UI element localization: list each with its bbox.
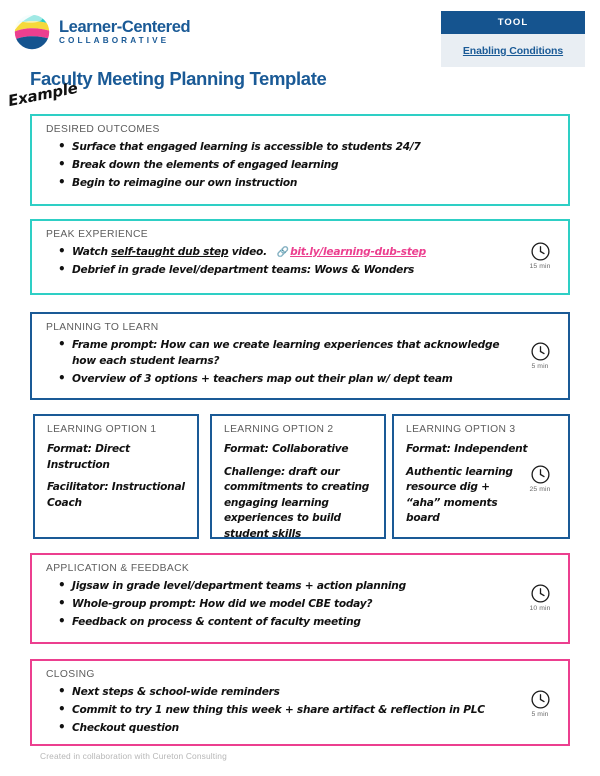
- duration-text: 10 min: [529, 605, 551, 612]
- example-stamp: Example: [6, 78, 80, 110]
- bullet-list: [46, 338, 554, 387]
- learner-centered-sphere-logo-icon: [12, 12, 52, 52]
- option-format: Format: Direct Instruction: [47, 443, 130, 471]
- bullet-list: [46, 140, 554, 192]
- list-item: • Checkout question: [72, 721, 554, 737]
- list-item: [72, 245, 554, 261]
- peak-item1-pre: Watch: [72, 246, 112, 258]
- option-detail: Challenge: draft our commitments to creating engaging learning experiences to build student skills: [224, 465, 370, 540]
- section-learning-option-3: [392, 414, 570, 539]
- duration-badge: [518, 689, 562, 718]
- tool-badge-body[interactable]: [441, 34, 585, 67]
- clock-icon: [530, 241, 551, 262]
- peak-item1-post: video.: [228, 246, 267, 258]
- tool-badge: [441, 11, 585, 67]
- list-item: • Jigsaw in grade level/department teams + action planning: [72, 579, 554, 595]
- section-application-feedback: [30, 553, 570, 644]
- duration-badge: [518, 583, 562, 612]
- section-learning-option-1: [33, 414, 199, 539]
- link-chain-icon: 🔗: [276, 247, 290, 258]
- brand-name-secondary: COLLABORATIVE: [59, 36, 170, 46]
- external-link[interactable]: bit.ly/learning-dub-step: [290, 246, 426, 258]
- clock-icon: [530, 583, 551, 604]
- section-planning-to-learn: [30, 312, 570, 400]
- section-closing: [30, 659, 570, 746]
- brand-name-primary: Learner-Centered: [59, 17, 191, 36]
- section-label: PLANNING TO LEARN: [46, 322, 159, 333]
- clock-icon: [530, 341, 551, 362]
- bullet-list: [46, 685, 554, 737]
- duration-badge: [518, 464, 562, 493]
- section-desired-outcomes: [30, 114, 570, 206]
- duration-badge: [518, 241, 562, 270]
- section-label: APPLICATION & FEEDBACK: [46, 563, 190, 574]
- brand-logo: [12, 12, 190, 52]
- duration-text: 5 min: [531, 711, 549, 718]
- section-label: PEAK EXPERIENCE: [46, 229, 148, 240]
- duration-text: 25 min: [529, 486, 551, 493]
- clock-icon: [530, 689, 551, 710]
- list-item: • Debrief in grade level/department teams: Wows & Wonders: [72, 263, 554, 279]
- option-detail: Authentic learning resource dig + “aha” moments board: [406, 465, 513, 524]
- section-label: CLOSING: [46, 669, 95, 680]
- list-item: • Surface that engaged learning is accessible to students 24/7: [72, 140, 554, 156]
- footer-credit: Created in collaboration with Cureton Consulting: [40, 751, 227, 761]
- list-item: • Commit to try 1 new thing this week + share artifact & reflection in PLC: [72, 703, 554, 719]
- duration-badge: [518, 341, 562, 370]
- page-title: Faculty Meeting Planning Template: [30, 68, 327, 89]
- list-item: • Overview of 3 options + teachers map out their plan w/ dept team: [72, 372, 502, 388]
- duration-text: 5 min: [531, 363, 549, 370]
- list-item: • Frame prompt: How can we create learning experiences that acknowledge how each student learns?: [72, 338, 502, 369]
- section-label: LEARNING OPTION 2: [224, 424, 334, 435]
- list-item: • Begin to reimagine our own instruction: [72, 176, 554, 192]
- list-item: • Break down the elements of engaged learning: [72, 158, 554, 174]
- section-label: LEARNING OPTION 1: [47, 424, 157, 435]
- tool-badge-link[interactable]: Enabling Conditions: [462, 45, 564, 57]
- option-format: Format: Independent: [406, 443, 528, 455]
- option-detail: Facilitator: Instructional Coach: [47, 481, 185, 509]
- list-item: • Whole-group prompt: How did we model CBE today?: [72, 597, 554, 613]
- bullet-list: [46, 579, 554, 631]
- bullet-list: [46, 245, 554, 279]
- section-label: DESIRED OUTCOMES: [46, 124, 160, 135]
- option-format: Format: Collaborative: [224, 443, 349, 455]
- list-item: • Feedback on process & content of faculty meeting: [72, 615, 554, 631]
- page-header: [0, 0, 600, 62]
- section-peak-experience: [30, 219, 570, 295]
- section-learning-option-2: [210, 414, 386, 539]
- section-label: LEARNING OPTION 3: [406, 424, 516, 435]
- tool-badge-header: TOOL: [441, 11, 585, 34]
- clock-icon: [530, 464, 551, 485]
- peak-item1-emphasis: self-taught dub step: [111, 246, 229, 258]
- duration-text: 15 min: [529, 263, 551, 270]
- list-item: • Next steps & school-wide reminders: [72, 685, 554, 701]
